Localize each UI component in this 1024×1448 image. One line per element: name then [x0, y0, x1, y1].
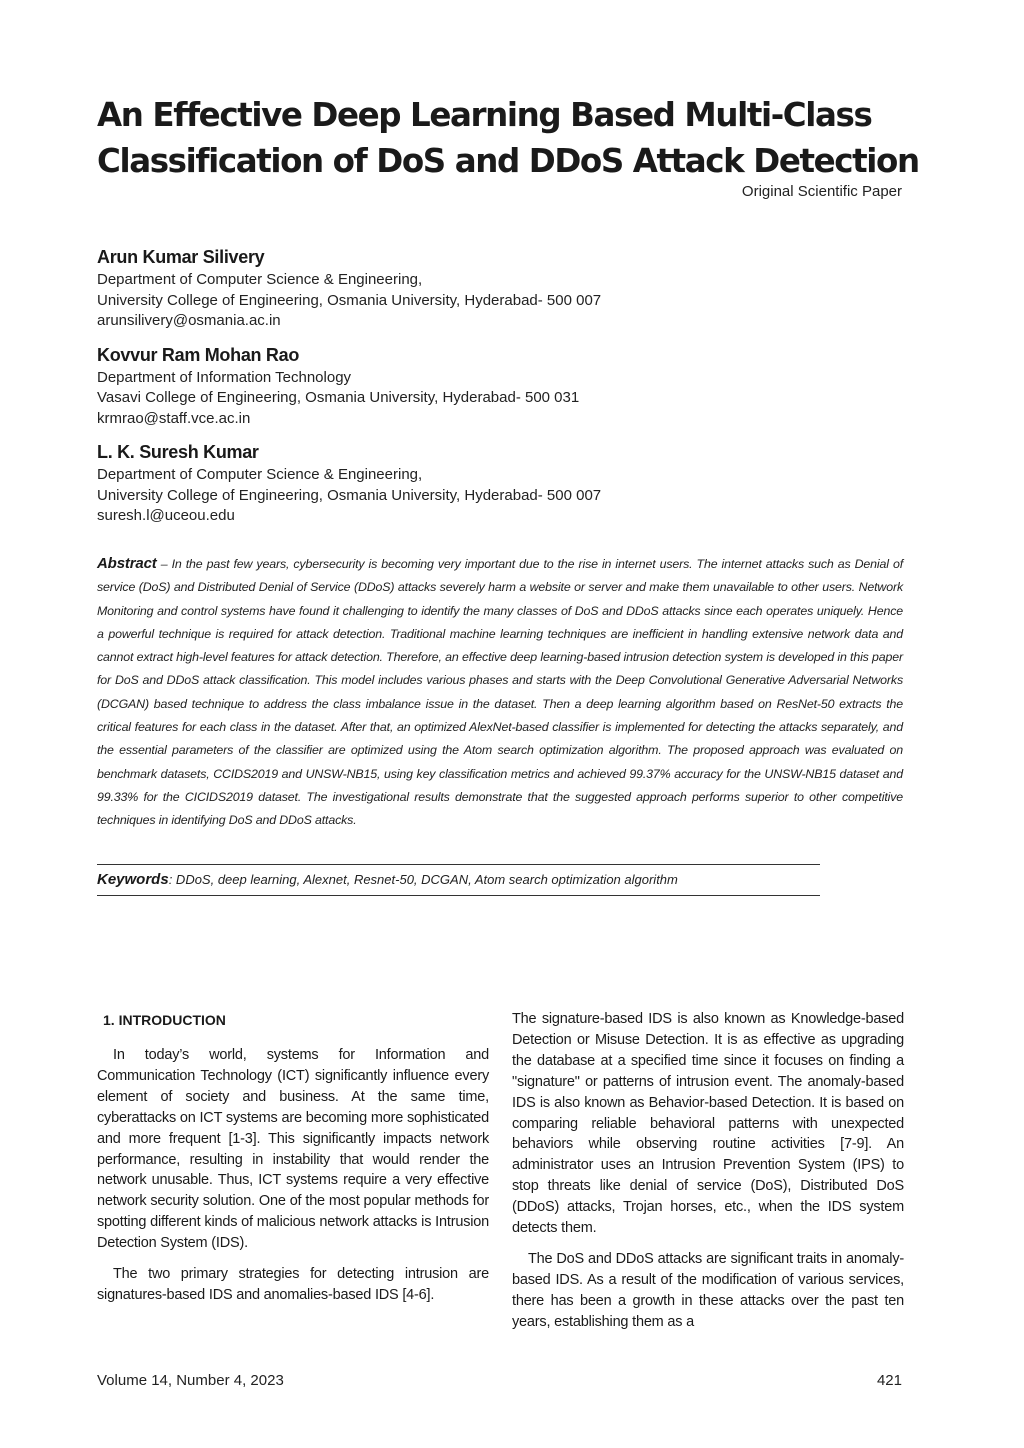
author-affiliation: University College of Engineering, Osmania University, Hyderabad- 500 007 — [97, 291, 602, 309]
author-name: Kovvur Ram Mohan Rao — [97, 344, 300, 365]
keywords-top-rule — [97, 864, 820, 865]
author-name: Arun Kumar Silivery — [97, 247, 265, 267]
keywords — [97, 869, 820, 891]
paper-title — [97, 92, 927, 184]
paper-type: Original Scientific Paper — [741, 183, 902, 200]
right-column — [512, 1009, 904, 1343]
author-block — [97, 244, 857, 332]
author-list — [97, 244, 857, 537]
footer-page-number: 421 — [876, 1372, 902, 1389]
keywords-label: Keywords — [97, 871, 169, 888]
author-email: arunsilivery@osmania.ac.in — [97, 312, 281, 329]
title-line-1: An Effective Deep Learning Based Multi-Class — [97, 96, 872, 134]
keywords-text: : DDoS, deep learning, Alexnet, Resnet-50, DCGAN, Atom search optimization algorithm — [168, 872, 678, 887]
footer-volume: Volume 14, Number 4, 2023 — [97, 1372, 284, 1389]
section-heading-introduction: 1. INTRODUCTION — [103, 1012, 226, 1028]
abstract — [97, 552, 903, 833]
author-affiliation: University College of Engineering, Osmania University, Hyderabad- 500 007 — [97, 486, 602, 504]
intro-paragraph-3: The signature-based IDS is also known as Knowledge-based Detection or Misuse Detection. It is as effective as upgrading the database at a specified time since it focuses on finding a "signature" or patterns of intrusion event. The anomaly-based IDS is also known as Behavior-based Detection. It is based on comparing reliable behavioral patterns with unexpected behaviors while observing routine activities [7-9]. An administrator uses an Intrusion Prevention System (IPS) to stop threats like denial of service (DoS), Distributed DoS (DDoS) attacks, Trojan horses, etc., when the IDS system detects them. — [512, 1011, 904, 1237]
abstract-text: – In the past few years, cybersecurity is becoming very important due to the rise in internet users. The internet attacks such as Denial of service (DoS) and Distributed Denial of Service (DDoS) attacks severely harm a website or server and make them unavailable to other users. Network Monitoring and control systems have found it challenging to identify the many classes of DoS and DDoS attacks since each operates uniquely. Hence a powerful technique is required for attack detection. Traditional machine learning techniques are inefficient in handling extensive network data and cannot extract high-level features for attack detection. Therefore, an effective deep learning-based intrusion detection system is developed in this paper for DoS and DDoS attack classification. This model includes various phases and starts with the Deep Convolutional Generative Adversarial Networks (DCGAN) based technique to address the class imbalance issue in the dataset. Then a deep learning algorithm based on ResNet-50 extracts the critical features for each class in the dataset. After that, an optimized AlexNet-based classifier is implemented for detecting the attacks separately, and the essential parameters of the classifier are optimized using the Atom search optimization algorithm. The proposed approach was evaluated on benchmark datasets, CCIDS2019 and UNSW-NB15, using key classification metrics and achieved 99.37% accuracy for the UNSW-NB15 dataset and 99.33% for the CICIDS2019 dataset. The investigational results demonstrate that the suggested approach performs superior to other competitive techniques in identifying DoS and DDoS attacks. — [97, 557, 903, 828]
author-name: L. K. Suresh Kumar — [97, 442, 259, 462]
title-line-2: Classification of DoS and DDoS Attack Detection — [97, 142, 919, 180]
author-block — [97, 439, 857, 527]
intro-paragraph-1: In today’s world, systems for Information and Communication Technology (ICT) significantly influence every element of society and business. At the same time, cyberattacks on ICT systems are becoming more sophisticated and more frequent [1-3]. This significantly impacts network performance, resulting in instability that would render the network unusable. Thus, ICT systems require a very effective network security solution. One of the most popular methods for spotting different kinds of malicious network attacks is Intrusion Detection System (IDS). — [97, 1047, 489, 1252]
author-email: suresh.l@uceou.edu — [97, 507, 235, 524]
author-email: krmrao@staff.vce.ac.in — [97, 409, 251, 427]
abstract-label: Abstract — [97, 555, 157, 572]
intro-paragraph-4: The DoS and DDoS attacks are significant traits in anomaly-based IDS. As a result of the modification of various services, there has been a growth in these attacks over the past ten years, establishing them as a — [512, 1250, 904, 1330]
author-department: Department of Information Technology — [97, 368, 352, 386]
author-affiliation: Vasavi College of Engineering, Osmania University, Hyderabad- 500 031 — [97, 389, 580, 406]
author-department: Department of Computer Science & Engineering, — [97, 466, 423, 483]
intro-paragraph-2: The two primary strategies for detecting intrusion are signatures-based IDS and anomalies-based IDS [4-6]. — [97, 1266, 489, 1303]
author-department: Department of Computer Science & Engineering, — [97, 271, 423, 288]
keywords-bottom-rule — [97, 895, 820, 896]
author-block — [97, 342, 857, 430]
left-column — [97, 1009, 489, 1316]
